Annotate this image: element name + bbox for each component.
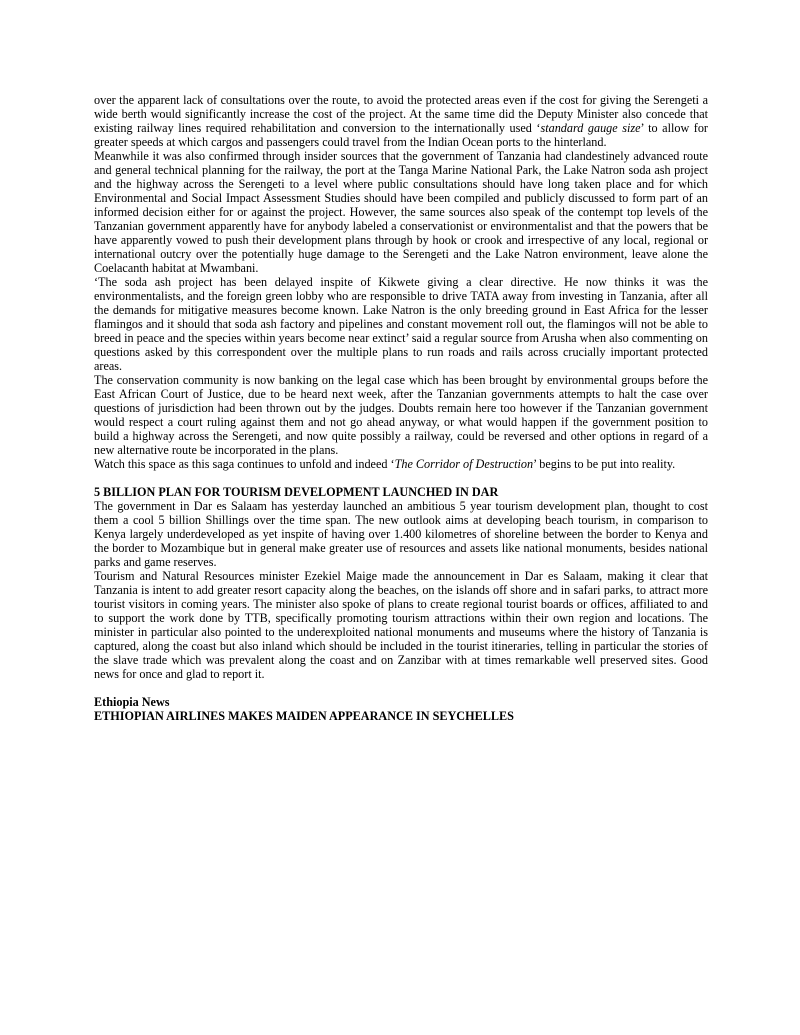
article1-paragraph-1: over the apparent lack of consultations over the route, to avoid the protected areas even if the cost for giving the Serengeti a wide berth would significantly increase the cost of the project. At the same time did the Deputy Minister also concede that existing railway lines required rehabilitation and conversion to the internationally used ‘standard gauge size’ to allow for greater speeds at which cargos and passengers could travel from the Indian Ocean ports to the hinterland. — [94, 93, 708, 149]
corridor-of-destruction-emphasis: The Corridor of Destruction — [394, 457, 534, 471]
spacer — [94, 471, 708, 485]
section-label: Ethiopia News — [94, 695, 170, 709]
standard-gauge-emphasis: standard gauge size — [540, 121, 641, 135]
article2-heading: 5 BILLION PLAN FOR TOURISM DEVELOPMENT LAUNCHED IN DAR — [94, 485, 499, 499]
article2-paragraph-2: Tourism and Natural Resources minister Ezekiel Maige made the announcement in Dar es Salaam, making it clear that Tanzania is intent to add greater resort capacity along the beaches, on the islands off shore and in safari parks, to attract more tourist visitors in coming years. The minister also spoke of plans to create regional tourist boards or offices, affiliated to and to support the work done by TTB, specifically promoting tourism attractions within their own region and locations. The minister in particular also pointed to the underexploited national monuments and museums where the history of Tanzania is captured, along the coast but also inland which should be included in the tourist itineraries, telling in particular the stories of the slave trade which was prevalent along the coast and on Zanzibar with at times remarkable well preserved sites. Good news for once and glad to report it. — [94, 569, 708, 681]
article1-paragraph-2: Meanwhile it was also confirmed through insider sources that the government of Tanzania had clandestinely advanced route and general technical planning for the railway, the port at the Tanga Marine National Park, the Lake Natron soda ash project and the highway across the Serengeti to a level where public consultations should have long taken place and for which Environmental and Social Impact Assessment Studies should have been compiled and publicly discussed to form part of an informed decision either for or against the project. However, the same sources also speak of the contempt top levels of the Tanzanian government apparently have for anybody labeled a conservationist or environmentalist and that the powers that be have apparently vowed to push their development plans through by hook or crook and irrespective of any local, regional or international outcry over the potentially huge damage to the Serengeti and the Lake Natron environment, leave alone the Coelacanth habitat at Mwambani. — [94, 149, 708, 275]
article2-paragraph-1: The government in Dar es Salaam has yesterday launched an ambitious 5 year tourism development plan, thought to cost them a cool 5 billion Shillings over the time span. The new outlook aims at developing beach tourism, in comparison to Kenya largely underdeveloped as yet inspite of having over 1.400 kilometres of shoreline between the border to Kenya and the border to Mozambique but in general make greater use of resources and assets like national monuments, besides national parks and game reserves. — [94, 499, 708, 569]
spacer — [94, 681, 708, 695]
document-page — [94, 93, 708, 723]
article1-paragraph-3: ‘The soda ash project has been delayed inspite of Kikwete giving a clear directive. He now thinks it was the environmentalists, and the foreign green lobby who are responsible to drive TATA away from investing in Tanzania, after all the demands for mitigative measures become known. Lake Natron is the only breeding ground in East Africa for the lesser flamingos and it should that soda ash factory and pipelines and constant movement roll out, the flamingos will not be able to breed in peace and the species within years become near extinct’ said a regular source from Arusha when also commenting on questions asked by this correspondent over the multiple plans to run roads and rails across crucially important protected areas. — [94, 275, 708, 373]
article1-paragraph-4: The conservation community is now banking on the legal case which has been brought by environmental groups before the East African Court of Justice, due to be heard next week, after the Tanzanian governments attempts to halt the case over questions of jurisdiction had been thrown out by the judges. Doubts remain here too however if the Tanzanian government would respect a court ruling against them and not go ahead anyway, or what would happen if the government position to build a highway across the Serengeti, and now quite possibly a railway, could be reversed and other options in regard of a new alternative route be incorporated in the plans. — [94, 373, 708, 457]
article3-heading: ETHIOPIAN AIRLINES MAKES MAIDEN APPEARANCE IN SEYCHELLES — [94, 709, 514, 723]
article1-paragraph-5: Watch this space as this saga continues to unfold and indeed ‘The Corridor of Destruction’ begins to be put into reality. — [94, 457, 676, 471]
